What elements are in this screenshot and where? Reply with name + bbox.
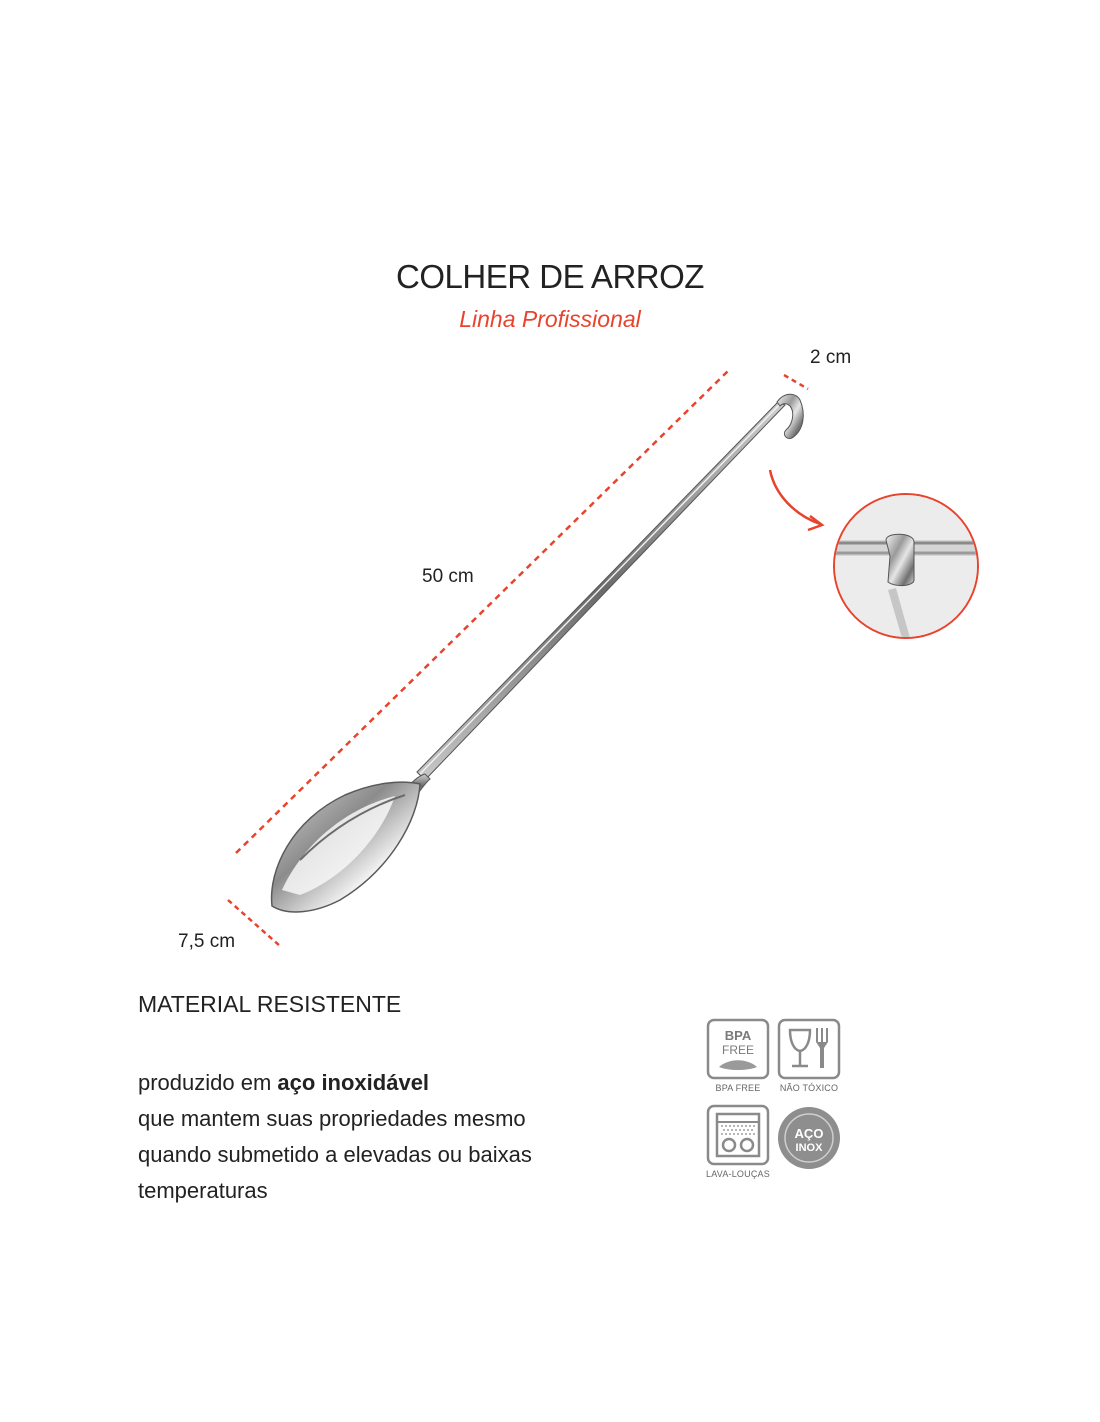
feature-badges — [700, 1018, 870, 1188]
description-highlight: aço inoxidável — [277, 1070, 430, 1095]
seal-line-2: INOX — [795, 1142, 823, 1154]
bowl-dimension-label: 7,5 cm — [178, 931, 236, 952]
material-heading: MATERIAL RESISTENTE — [138, 991, 402, 1017]
product-subtitle: Linha Profissional — [459, 306, 641, 332]
bpa-free-caption: BPA FREE — [715, 1083, 761, 1093]
description-line-3: quando submetido a elevadas ou baixas — [138, 1142, 532, 1167]
spoon-handle — [417, 402, 785, 780]
description-line-2: que mantem suas propriedades mesmo — [138, 1106, 526, 1131]
free-text: FREE — [721, 1043, 755, 1057]
dishwasher-badge — [705, 1104, 771, 1179]
material-description — [138, 1065, 658, 1209]
product-title: COLHER DE ARROZ — [396, 258, 704, 295]
spoon-bowl — [272, 782, 420, 912]
non-toxic-badge — [776, 1018, 842, 1093]
description-line-1 — [138, 1065, 658, 1101]
spoon-hook — [777, 394, 803, 438]
non-toxic-caption: NÃO TÓXICO — [779, 1083, 839, 1093]
bpa-free-icon — [705, 1018, 771, 1080]
dishwasher-caption: LAVA-LOUÇAS — [706, 1169, 770, 1179]
hook-dimension-label: 2 cm — [810, 347, 852, 368]
hook-detail-zoom — [834, 494, 978, 638]
hook-dimension-tick — [784, 375, 808, 389]
zoom-arrow-icon — [770, 470, 820, 524]
description-prefix: produzido em — [138, 1070, 278, 1095]
bpa-free-badge — [705, 1018, 771, 1093]
description-line-4: temperaturas — [138, 1178, 268, 1203]
length-dimension-line — [236, 371, 728, 853]
dishwasher-icon — [705, 1104, 771, 1166]
seal-line-1: AÇO — [794, 1126, 824, 1141]
bpa-text: BPA — [724, 1028, 752, 1043]
glass-fork-icon — [776, 1018, 842, 1080]
length-dimension-label: 50 cm — [422, 566, 474, 587]
stainless-steel-seal — [776, 1104, 842, 1170]
stainless-steel-seal-icon — [776, 1104, 842, 1170]
